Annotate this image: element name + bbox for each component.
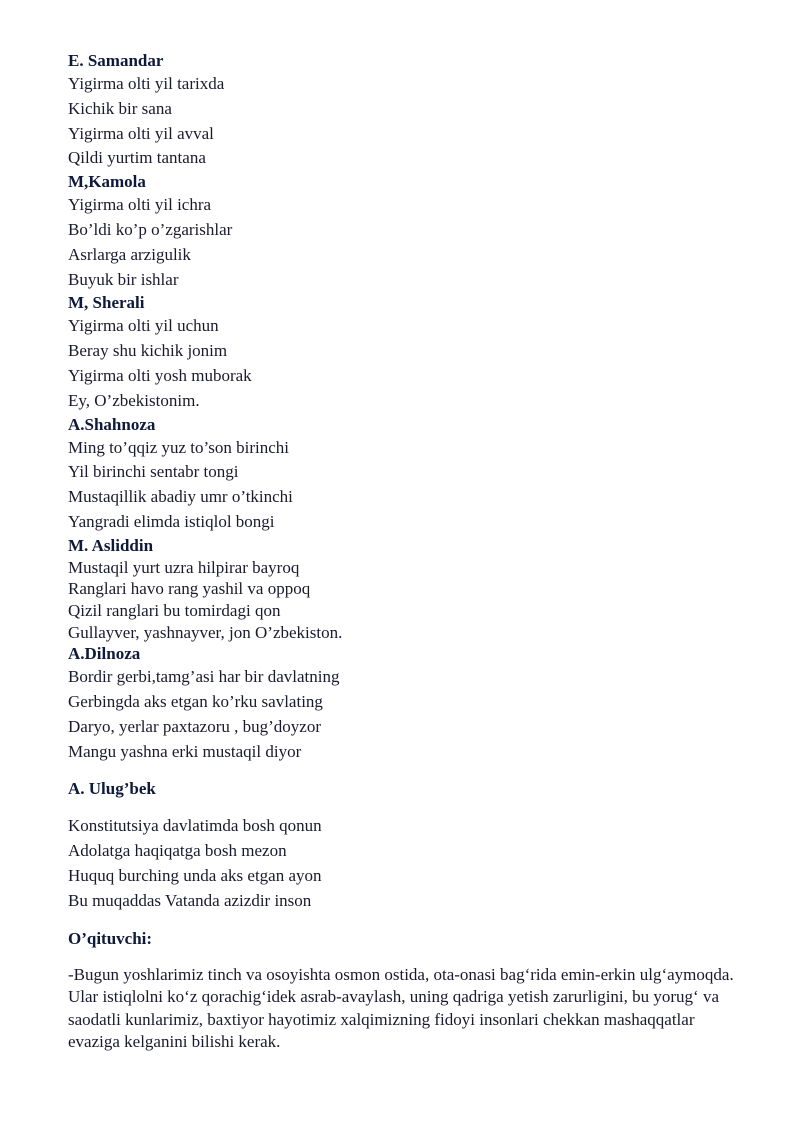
verse-line: Gullayver, yashnayver, jon O’zbekiston. <box>68 622 343 642</box>
speaker-name: A.Dilnoza <box>68 644 141 664</box>
verse-line: Bu muqaddas Vatanda azizdir inson <box>68 890 312 910</box>
verse-line: Mustaqillik abadiy umr o’tkinchi <box>68 487 293 507</box>
speaker-name: A.Shahnoza <box>68 414 156 434</box>
speaker-name: M. Asliddin <box>68 535 154 555</box>
verse-line: Ey, O’zbekistonim. <box>68 390 200 410</box>
verse-line: Konstitutsiya davlatimda bosh qonun <box>68 816 322 836</box>
verse-line: Yigirma olti yosh muborak <box>68 365 252 385</box>
speaker-name: E. Samandar <box>68 51 164 70</box>
stanza <box>68 50 748 171</box>
verse-line: Buyuk bir ishlar <box>68 269 179 289</box>
verse-line: Beray shu kichik jonim <box>68 341 228 361</box>
stanza <box>68 171 748 292</box>
document-page <box>68 50 748 1054</box>
verse-line: Mustaqil yurt uzra hilpirar bayroq <box>68 557 300 577</box>
stanza <box>68 414 748 535</box>
verse-line: Bo’ldi ko’p o’zgarishlar <box>68 219 233 239</box>
verse-line: Ranglari havo rang yashil va oppoq <box>68 579 311 599</box>
verse-line: Mangu yashna erki mustaqil diyor <box>68 741 302 761</box>
verse-line: Gerbingda aks etgan ko’rku savlating <box>68 691 323 711</box>
stanza <box>68 778 748 913</box>
teacher-label: O’qituvchi: <box>68 928 153 948</box>
verse-line: Ming to’qqiz yuz to’son birinchi <box>68 437 289 457</box>
teacher-section <box>68 928 748 1054</box>
verse-line: Yigirma olti yil ichra <box>68 195 212 215</box>
speaker-name: A. Ulug’bek <box>68 779 156 799</box>
verse-line: Huquq burching unda aks etgan ayon <box>68 865 322 885</box>
verse-line: Daryo, yerlar paxtazoru , bug’doyzor <box>68 716 322 736</box>
verse-line: Yigirma olti yil avval <box>68 123 214 143</box>
teacher-paragraph: -Bugun yoshlarimiz tinch va osoyishta osmon ostida, ota-onasi bag‘rida emin-erkin ulg‘aymoqda. Ular istiqlolni ko‘z qorachig‘idek asrab-avaylash, uning qadriga yetish zarurligini, bu yorug‘ va saodatli kunlarimiz, baxtiyor hayotimiz xalqimizning fidoyi insonlari chekkan mashaqqatlar evaziga kelganini bilishi kerak. <box>68 964 734 1051</box>
speaker-name: M,Kamola <box>68 172 146 192</box>
speaker-name: M, Sherali <box>68 293 145 313</box>
verse-line: Qizil ranglari bu tomirdagi qon <box>68 600 281 620</box>
stanza <box>68 535 748 643</box>
verse-line: Bordir gerbi,tamg’asi har bir davlatning <box>68 667 340 687</box>
verse-line: Qildi yurtim tantana <box>68 148 206 168</box>
verse-line: Yil birinchi sentabr tongi <box>68 462 239 482</box>
verse-line: Yangradi elimda istiqlol bongi <box>68 511 275 531</box>
verse-line: Yigirma olti yil tarixda <box>68 74 225 93</box>
verse-line: Yigirma olti yil uchun <box>68 316 219 336</box>
stanza <box>68 292 748 413</box>
verse-line: Adolatga haqiqatga bosh mezon <box>68 841 287 861</box>
verse-line: Asrlarga arzigulik <box>68 244 191 264</box>
stanza <box>68 643 748 764</box>
verse-line: Kichik bir sana <box>68 98 172 118</box>
